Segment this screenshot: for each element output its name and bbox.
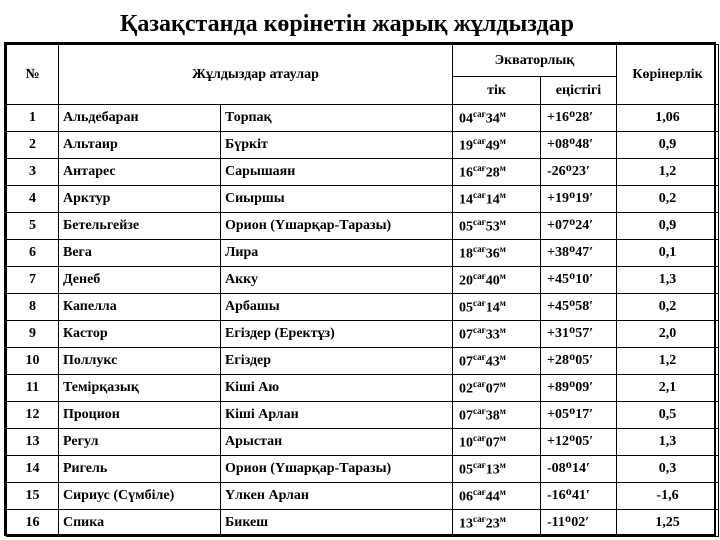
magnitude-value: 0,9	[617, 132, 719, 159]
constellation-name: Арбашы	[221, 294, 453, 321]
table-row	[7, 375, 719, 402]
constellation-name: Бикеш	[221, 510, 453, 537]
ra-hours: 10	[459, 435, 473, 451]
ra-minute-unit: м	[499, 459, 506, 470]
right-ascension	[453, 321, 541, 348]
table-row	[7, 267, 719, 294]
declination: +45ᴼ10′	[541, 267, 617, 294]
ra-hour-unit: сағ	[473, 216, 486, 227]
constellation-name: Сиыршы	[221, 186, 453, 213]
constellation-name: Арыстан	[221, 429, 453, 456]
ra-minute-unit: м	[499, 378, 506, 389]
constellation-name: Лира	[221, 240, 453, 267]
right-ascension	[453, 267, 541, 294]
page-title: Қазақстанда көрінетін жарық жұлдыздар	[120, 11, 574, 37]
ra-minute-unit: м	[499, 108, 506, 119]
ra-hours: 07	[459, 327, 473, 343]
ra-minute-unit: м	[499, 432, 506, 443]
magnitude-value: 2,0	[617, 321, 719, 348]
star-name: Спика	[59, 510, 221, 537]
star-name: Антарес	[59, 159, 221, 186]
row-number: 6	[7, 240, 59, 267]
constellation-name: Үлкен Арлан	[221, 483, 453, 510]
header-num: №	[7, 45, 59, 105]
table-row	[7, 348, 719, 375]
ra-minutes: 34	[485, 111, 500, 127]
declination: +89ᴼ09′	[541, 375, 617, 402]
table-row	[7, 510, 719, 537]
ra-hours: 06	[459, 489, 473, 505]
constellation-name: Сарышаян	[221, 159, 453, 186]
header-equatorial: Экваторлық	[453, 45, 617, 77]
ra-hour-unit: сағ	[473, 297, 486, 308]
ra-minutes: 14	[485, 300, 500, 316]
declination: +08ᴼ48′	[541, 132, 617, 159]
ra-minutes: 49	[485, 138, 500, 154]
star-name: Денеб	[59, 267, 221, 294]
ra-minute-unit: м	[499, 486, 506, 497]
stars-table	[4, 42, 716, 536]
table-row	[7, 483, 719, 510]
star-name: Ригель	[59, 456, 221, 483]
ra-hour-unit: сағ	[473, 324, 486, 335]
magnitude-value: 1,2	[617, 348, 719, 375]
right-ascension	[453, 375, 541, 402]
ra-minute-unit: м	[499, 135, 506, 146]
row-number: 4	[7, 186, 59, 213]
ra-minutes: 53	[485, 219, 500, 235]
ra-minutes: 13	[485, 462, 500, 478]
right-ascension	[453, 159, 541, 186]
ra-hour-unit: сағ	[473, 189, 486, 200]
ra-hour-unit: сағ	[473, 270, 486, 281]
magnitude-value: 0,2	[617, 294, 719, 321]
star-name: Капелла	[59, 294, 221, 321]
ra-hour-unit: сағ	[473, 513, 486, 524]
ra-minute-unit: м	[499, 270, 506, 281]
magnitude-value: 1,3	[617, 267, 719, 294]
constellation-name: Егіздер (Еректұз)	[221, 321, 453, 348]
header-right-ascension: тік	[453, 77, 541, 105]
row-number: 1	[7, 105, 59, 132]
right-ascension	[453, 429, 541, 456]
header-declination: еңістігі	[541, 77, 617, 105]
constellation-name: Бүркіт	[221, 132, 453, 159]
ra-hours: 05	[459, 219, 473, 235]
row-number: 2	[7, 132, 59, 159]
ra-minutes: 07	[485, 381, 500, 397]
ra-minutes: 07	[485, 435, 500, 451]
ra-minute-unit: м	[499, 351, 506, 362]
star-name: Кастор	[59, 321, 221, 348]
star-name: Вега	[59, 240, 221, 267]
ra-hour-unit: сағ	[473, 486, 486, 497]
declination: +12ᴼ05′	[541, 429, 617, 456]
ra-minutes: 43	[485, 354, 500, 370]
ra-minutes: 33	[485, 327, 500, 343]
ra-hours: 16	[459, 165, 473, 181]
ra-hour-unit: сағ	[473, 162, 486, 173]
star-name: Поллукс	[59, 348, 221, 375]
magnitude-value: 1,25	[617, 510, 719, 537]
ra-hours: 07	[459, 354, 473, 370]
row-number: 8	[7, 294, 59, 321]
declination: +38ᴼ47′	[541, 240, 617, 267]
star-name: Альдебаран	[59, 105, 221, 132]
ra-minute-unit: м	[499, 513, 506, 524]
constellation-name: Егіздер	[221, 348, 453, 375]
ra-hours: 02	[459, 381, 473, 397]
declination: +19ᴼ19′	[541, 186, 617, 213]
ra-minutes: 44	[485, 489, 500, 505]
row-number: 3	[7, 159, 59, 186]
right-ascension	[453, 510, 541, 537]
star-name: Регул	[59, 429, 221, 456]
ra-hours: 14	[459, 192, 473, 208]
declination: +05ᴼ17′	[541, 402, 617, 429]
ra-hour-unit: сағ	[473, 405, 486, 416]
right-ascension	[453, 105, 541, 132]
ra-minute-unit: м	[499, 162, 506, 173]
magnitude-value: 1,2	[617, 159, 719, 186]
constellation-name: Акку	[221, 267, 453, 294]
header-magnitude: Көрінерлік	[617, 45, 719, 105]
magnitude-value: 0,1	[617, 240, 719, 267]
right-ascension	[453, 186, 541, 213]
constellation-name: Торпақ	[221, 105, 453, 132]
row-number: 9	[7, 321, 59, 348]
ra-minute-unit: м	[499, 216, 506, 227]
right-ascension	[453, 456, 541, 483]
row-number: 5	[7, 213, 59, 240]
ra-minutes: 28	[485, 165, 500, 181]
magnitude-value: 1,06	[617, 105, 719, 132]
constellation-name: Кіші Арлан	[221, 402, 453, 429]
right-ascension	[453, 483, 541, 510]
table-row	[7, 105, 719, 132]
ra-minute-unit: м	[499, 405, 506, 416]
ra-hours: 05	[459, 462, 473, 478]
declination: +28ᴼ05′	[541, 348, 617, 375]
ra-minute-unit: м	[499, 324, 506, 335]
constellation-name: Кіші Аю	[221, 375, 453, 402]
declination: -16ᴼ41′	[541, 483, 617, 510]
declination: +45ᴼ58′	[541, 294, 617, 321]
row-number: 16	[7, 510, 59, 537]
table-row	[7, 240, 719, 267]
table-row	[7, 402, 719, 429]
ra-hours: 13	[459, 516, 473, 532]
declination: -26ᴼ23′	[541, 159, 617, 186]
ra-hour-unit: сағ	[473, 135, 486, 146]
ra-minutes: 14	[485, 192, 500, 208]
declination: +31ᴼ57′	[541, 321, 617, 348]
row-number: 11	[7, 375, 59, 402]
ra-hours: 20	[459, 273, 473, 289]
right-ascension	[453, 132, 541, 159]
star-name: Бетельгейзе	[59, 213, 221, 240]
row-number: 14	[7, 456, 59, 483]
ra-hour-unit: сағ	[473, 351, 486, 362]
table-row	[7, 456, 719, 483]
ra-hours: 05	[459, 300, 473, 316]
declination: +16ᴼ28′	[541, 105, 617, 132]
row-number: 15	[7, 483, 59, 510]
right-ascension	[453, 348, 541, 375]
ra-minutes: 38	[485, 408, 500, 424]
declination: +07ᴼ24′	[541, 213, 617, 240]
ra-hours: 04	[459, 111, 473, 127]
declination: -08ᴼ14′	[541, 456, 617, 483]
table-body	[7, 105, 719, 537]
declination: -11ᴼ02′	[541, 510, 617, 537]
star-name: Арктур	[59, 186, 221, 213]
stars-table-grid	[6, 44, 719, 537]
ra-hour-unit: сағ	[473, 108, 486, 119]
constellation-name: Орион (Үшарқар-Таразы)	[221, 213, 453, 240]
ra-minute-unit: м	[499, 189, 506, 200]
ra-minute-unit: м	[499, 297, 506, 308]
row-number: 12	[7, 402, 59, 429]
row-number: 13	[7, 429, 59, 456]
ra-minute-unit: м	[499, 243, 506, 254]
row-number: 7	[7, 267, 59, 294]
table-row	[7, 132, 719, 159]
table-row	[7, 186, 719, 213]
table-row	[7, 429, 719, 456]
ra-hour-unit: сағ	[473, 459, 486, 470]
right-ascension	[453, 294, 541, 321]
ra-hours: 07	[459, 408, 473, 424]
ra-minutes: 23	[485, 516, 500, 532]
ra-hour-unit: сағ	[473, 243, 486, 254]
star-name: Процион	[59, 402, 221, 429]
table-row	[7, 213, 719, 240]
star-name: Сириус (Сүмбіле)	[59, 483, 221, 510]
ra-hours: 19	[459, 138, 473, 154]
ra-minutes: 40	[485, 273, 500, 289]
ra-hour-unit: сағ	[473, 432, 486, 443]
table-row	[7, 294, 719, 321]
right-ascension	[453, 240, 541, 267]
magnitude-value: -1,6	[617, 483, 719, 510]
ra-hour-unit: сағ	[473, 378, 486, 389]
ra-minutes: 36	[485, 246, 500, 262]
constellation-name: Орион (Үшарқар-Таразы)	[221, 456, 453, 483]
magnitude-value: 0,3	[617, 456, 719, 483]
magnitude-value: 1,3	[617, 429, 719, 456]
right-ascension	[453, 213, 541, 240]
ra-hours: 18	[459, 246, 473, 262]
table-row	[7, 159, 719, 186]
header-star-names: Жұлдыздар атаулар	[59, 45, 453, 105]
row-number: 10	[7, 348, 59, 375]
magnitude-value: 0,5	[617, 402, 719, 429]
star-name: Темірқазық	[59, 375, 221, 402]
table-row	[7, 321, 719, 348]
magnitude-value: 2,1	[617, 375, 719, 402]
star-name: Альтаир	[59, 132, 221, 159]
magnitude-value: 0,9	[617, 213, 719, 240]
right-ascension	[453, 402, 541, 429]
magnitude-value: 0,2	[617, 186, 719, 213]
